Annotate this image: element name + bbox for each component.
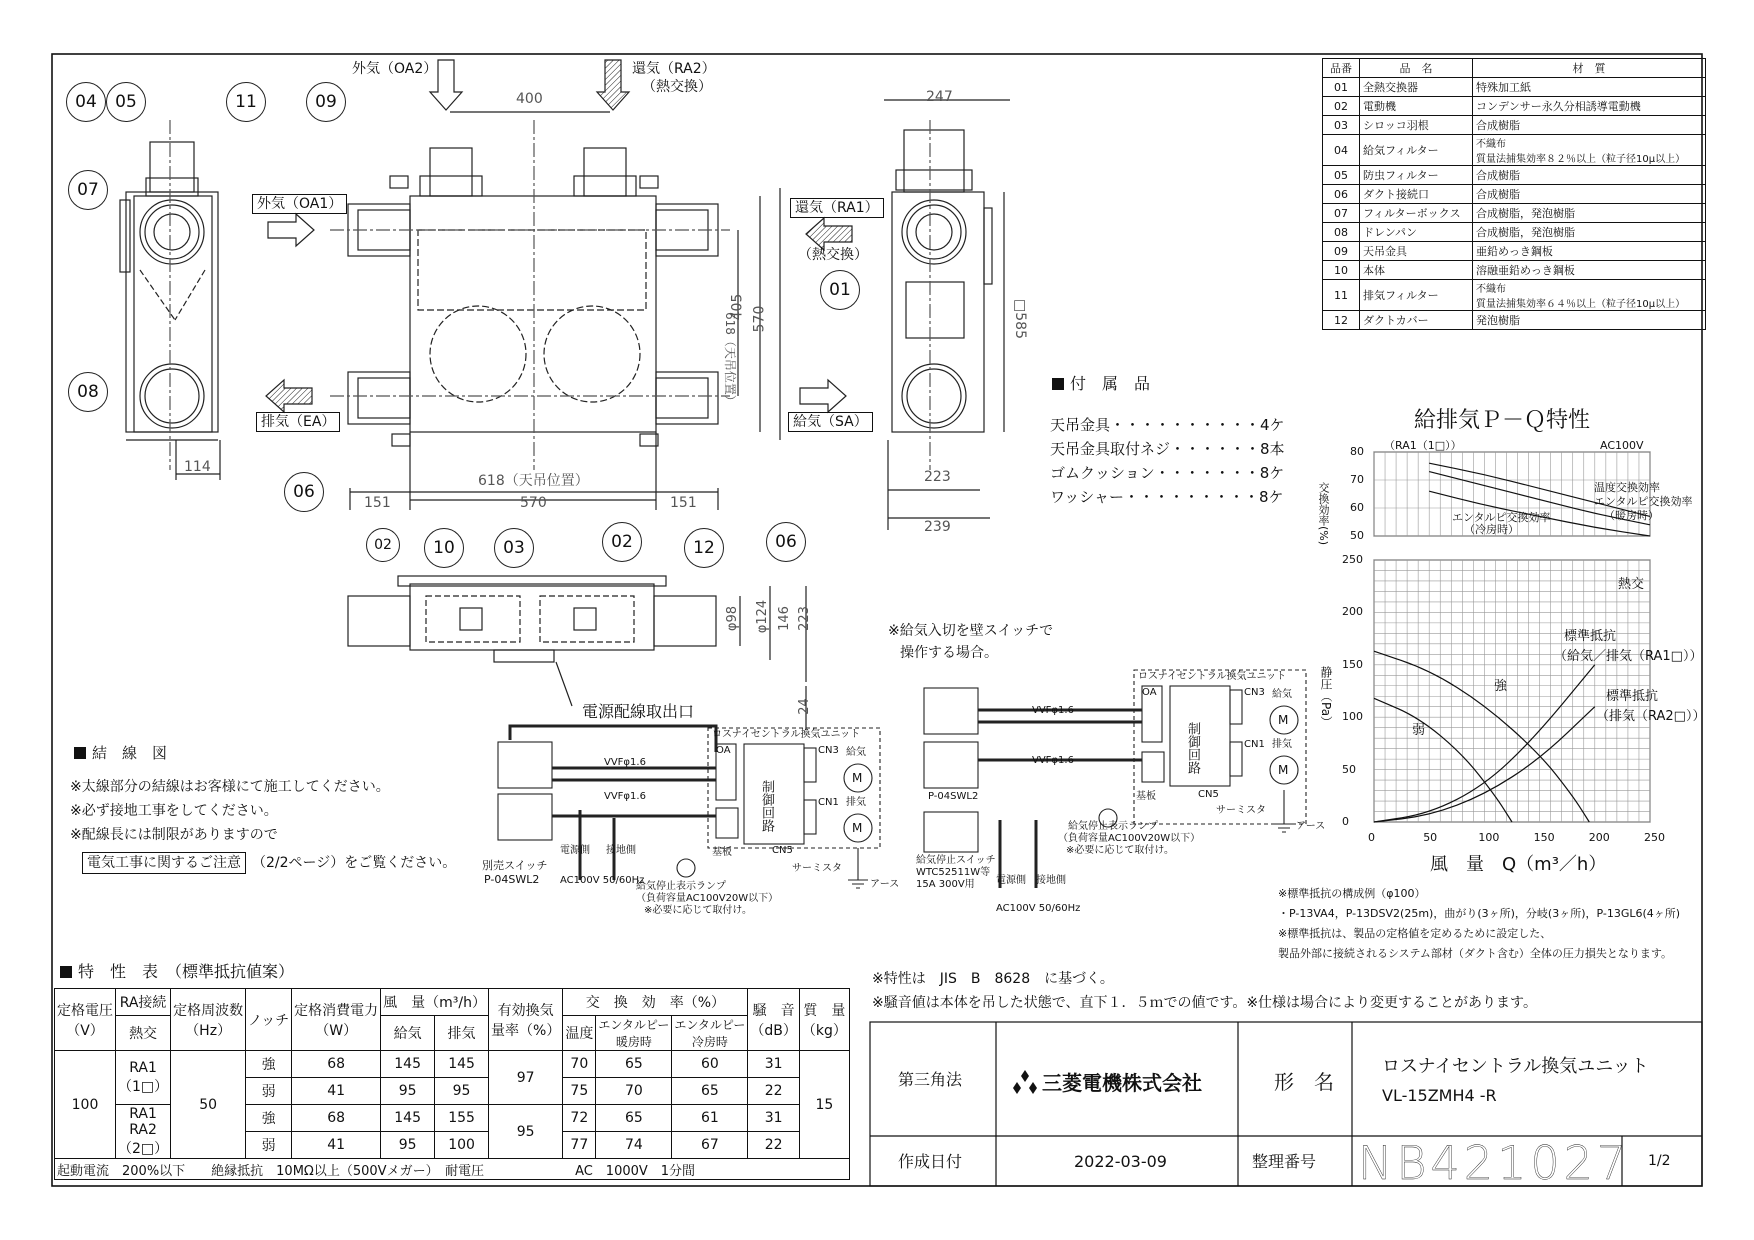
page-number: 1/2 [1648, 1153, 1671, 1169]
airflow-arrows [266, 60, 852, 412]
supply-stop-switch-model: WTC52511W等 [916, 867, 991, 878]
thermistor-1: サーミスタ [792, 863, 842, 874]
part-name: 全熱交換器 [1360, 78, 1473, 97]
dim-24: 24 [796, 698, 812, 715]
h-voltage: 定格電圧 （V） [55, 989, 116, 1051]
motor-sa-1: M [852, 771, 863, 785]
motor-ea-2: M [1278, 763, 1289, 777]
part-material: 合成樹脂 [1473, 116, 1706, 135]
spec-title [60, 964, 294, 980]
parts-row [1323, 223, 1706, 242]
doc-number: NB421027 [1358, 1136, 1631, 1190]
ra1-cell: RA1 （1□） [116, 1051, 171, 1105]
dim-146: 146 [776, 606, 792, 631]
pressure-tick: 0 [1342, 815, 1349, 828]
parts-row [1323, 97, 1706, 116]
part-name: ダクト接続口 [1360, 185, 1473, 204]
earth-2: アース [1296, 821, 1326, 832]
part-material: コンデンサー永久分相誘導電動機 [1473, 97, 1706, 116]
company-name-text: 三菱電機株式会社 [1042, 1071, 1202, 1095]
enth-heat-cell: 74 [596, 1132, 672, 1159]
part-no: 05 [1323, 166, 1360, 185]
part-material: 溶融亜鉛めっき鋼板 [1473, 261, 1706, 280]
date-label: 作成日付 [898, 1152, 963, 1171]
h-exhaust: 排気 [435, 1016, 489, 1051]
notch-cell: 強 [246, 1051, 292, 1078]
terminal-oa-2: OA [1142, 687, 1157, 698]
wiring-link-suffix: （2/2ページ）をご覧ください。 [252, 855, 457, 871]
lamp-label-1: 給気停止表示ランプ [636, 881, 726, 892]
temp-cell: 75 [563, 1078, 596, 1105]
wall-switch-note-1: ※給気入切を壁スイッチで [888, 623, 1054, 639]
label-oa1: 外気（OA1） [252, 194, 347, 214]
parts-row [1323, 280, 1706, 311]
enth-cool-sub: （冷房時） [1464, 523, 1519, 536]
label-sa: 給気（SA） [788, 412, 873, 432]
enth-cool-cell: 61 [672, 1105, 748, 1132]
front-view [330, 112, 780, 510]
part-name: 防虫フィルター [1360, 166, 1473, 185]
eff-rate-cell: 97 [489, 1051, 563, 1105]
eff-tick: 60 [1350, 501, 1364, 514]
part-material: 不織布 質量法捕集効率６４％以上（粒子径10μ以上） [1473, 280, 1706, 311]
part-material: 合成樹脂，発泡樹脂 [1473, 223, 1706, 242]
enth-heat-cell: 65 [596, 1051, 672, 1078]
accessory-item: 天吊金具・・・・・・・・・・4ケ [1050, 416, 1285, 434]
supply-cell: 95 [381, 1078, 435, 1105]
flow-axis-label: 風 量 Q（m³／h） [1430, 854, 1607, 875]
dim-114: 114 [184, 459, 211, 475]
h-eff-rate: 有効換気 量率（%） [489, 989, 563, 1051]
accessories-title-text: 付 属 品 [1070, 374, 1151, 393]
temp-cell: 70 [563, 1051, 596, 1078]
bubble-08: 08 [68, 372, 108, 412]
part-material: 合成樹脂 [1473, 166, 1706, 185]
part-name: 電動機 [1360, 97, 1473, 116]
ground-side-2: 接地側 [1036, 875, 1066, 886]
pressure-tick: 100 [1342, 710, 1363, 724]
board-2: 基板 [1136, 791, 1156, 802]
parts-row [1323, 116, 1706, 135]
accessory-item: ワッシャー・・・・・・・・・8ケ [1050, 488, 1284, 506]
label-ra1: 還気（RA1） [790, 198, 884, 218]
parts-row [1323, 311, 1706, 330]
bubble-02a: 02 [366, 528, 400, 562]
vvf-label-2: VVFφ1.6 [604, 791, 646, 802]
exhaust-cell: 95 [435, 1078, 489, 1105]
wiring-title [74, 746, 167, 761]
cn3-2: CN3 [1244, 687, 1265, 698]
part-no: 09 [1323, 242, 1360, 261]
part-name: フィルターボックス [1360, 204, 1473, 223]
terminal-oa-1: OA [716, 745, 731, 756]
board-1: 基板 [712, 847, 732, 858]
control-circuit-2: 制御回路 [1185, 722, 1200, 774]
h-freq: 定格周波数 （Hz） [171, 989, 246, 1051]
dim-239: 239 [924, 519, 951, 535]
notch-cell: 強 [246, 1105, 292, 1132]
supply-cell: 95 [381, 1132, 435, 1159]
eff-tick: 70 [1350, 473, 1364, 486]
parts-table [1322, 58, 1706, 330]
h-ra: RA接続 [116, 989, 171, 1016]
dim-570h: 570 [520, 495, 547, 511]
part-no: 01 [1323, 78, 1360, 97]
cn1-2: CN1 [1244, 739, 1265, 750]
graph-note-4: 製品外部に接続されるシステム部材（ダクト含む）全体の圧力損失となります。 [1278, 947, 1673, 960]
parts-row [1323, 78, 1706, 97]
notch-cell: 弱 [246, 1132, 292, 1159]
wiring-note-3: ※配線長には制限がありますので [70, 827, 278, 843]
power-cell: 68 [292, 1105, 381, 1132]
enth-heat-cell: 70 [596, 1078, 672, 1105]
dim-223: 223 [924, 469, 951, 485]
part-no: 07 [1323, 204, 1360, 223]
curve-strong-label: 強 [1494, 679, 1508, 694]
pressure-tick: 50 [1342, 762, 1356, 776]
label-oa2: 外気（OA2） [352, 61, 438, 77]
spec-bottom-row: 起動電流 200%以下 絶縁抵抗 10MΩ以上（500Vメガー） 耐電圧 AC 1000V 1分間 [55, 1159, 850, 1180]
dim-405: 405 [729, 293, 746, 321]
h-temp: 温度 [563, 1016, 596, 1051]
h-enth-cool: エンタルピー 冷房時 [672, 1016, 748, 1051]
switch-model-2: P-04SWL2 [928, 791, 979, 802]
temp-cell: 77 [563, 1132, 596, 1159]
part-material: 不織布 質量法捕集効率８２％以上（粒子径10μ以上） [1473, 135, 1706, 166]
bubble-11: 11 [226, 82, 266, 122]
label-ea: 排気（EA） [256, 412, 340, 432]
graph-title: 給排気Ｐ－Ｑ特性 [1414, 408, 1591, 433]
label-ra2-sub: （熱交換） [642, 79, 712, 95]
enth-heat-cell: 65 [596, 1105, 672, 1132]
enth-heat-sub: （暖房時） [1604, 509, 1659, 522]
parts-header-material: 材 質 [1473, 59, 1706, 78]
noise-cell: 22 [748, 1078, 800, 1105]
lamp-note-2: （負荷容量AC100V20W以下） [1058, 833, 1201, 844]
flow-tick: 100 [1478, 831, 1500, 844]
parts-row [1323, 166, 1706, 185]
lamp-note2-1: ※必要に応じて取付け。 [644, 905, 752, 916]
unit-label-1: ロスナイセントラル換気ユニット [712, 729, 861, 740]
flow-tick: 150 [1533, 831, 1555, 844]
model-label: 形 名 [1274, 1070, 1334, 1094]
part-no: 06 [1323, 185, 1360, 204]
power-cell: 68 [292, 1051, 381, 1078]
spec-table [54, 988, 850, 1180]
supply-stop-switch-rating: 15A 300V用 [916, 879, 975, 890]
bubble-02b: 02 [602, 522, 642, 562]
graph-note-1: ※標準抵抗の構成例（φ100） [1278, 887, 1426, 900]
part-no: 08 [1323, 223, 1360, 242]
bubble-06: 06 [284, 472, 324, 512]
label-power-outlet: 電源配線取出口 [582, 702, 695, 721]
footnote-1: ※特性は JIS B 8628 に基づく。 [872, 971, 1114, 987]
motor-sa-2: M [1278, 713, 1289, 727]
bubble-12: 12 [684, 528, 724, 568]
left-side-view [120, 120, 220, 480]
dim-618h: 618（天吊位置） [478, 473, 589, 489]
parts-row [1323, 242, 1706, 261]
exhaust-cell: 155 [435, 1105, 489, 1132]
part-no: 04 [1323, 135, 1360, 166]
h-notch: ノッチ [246, 989, 292, 1051]
dim-400: 400 [516, 91, 543, 107]
flow-tick: 0 [1368, 831, 1375, 844]
exhaust-2: 排気 [1272, 739, 1292, 750]
part-no: 10 [1323, 261, 1360, 280]
dim-151b: 151 [670, 495, 697, 511]
eff-axis-label: 交換効率(%) [1317, 482, 1330, 546]
supply-2: 給気 [1272, 689, 1292, 700]
wiring-title-text: 結 線 図 [92, 744, 168, 762]
parts-row [1323, 261, 1706, 280]
wiring-note-1: ※太線部分の結線はお客様にて施工してください。 [70, 779, 390, 795]
temp-cell: 72 [563, 1105, 596, 1132]
lamp-note2-2: ※必要に応じて取付け。 [1066, 845, 1174, 856]
parts-row [1323, 185, 1706, 204]
h-flow: 風 量（m³/h） [381, 989, 489, 1016]
product-name: ロスナイセントラル換気ユニット [1382, 1056, 1649, 1077]
h-enth-heat: エンタルピー 暖房時 [596, 1016, 672, 1051]
dim-223b: 223 [796, 606, 812, 631]
pressure-axis-label: 静圧（Pa） [1319, 666, 1333, 729]
accessory-item: ゴムクッション・・・・・・・8ケ [1050, 464, 1285, 482]
bottom-view [348, 576, 806, 730]
enth-cool-cell: 65 [672, 1078, 748, 1105]
power-cell: 41 [292, 1078, 381, 1105]
flow-tick: 200 [1588, 831, 1610, 844]
vvf-label-3: VVFφ1.6 [1032, 705, 1074, 716]
dim-618v: 618（天吊位置） [723, 312, 737, 407]
flow-tick: 250 [1644, 831, 1665, 844]
supply-stop-switch: 給気停止スイッチ [916, 855, 996, 866]
part-material: 亜鉛めっき鋼板 [1473, 242, 1706, 261]
power-side-1: 電源側 [560, 845, 590, 856]
part-no: 02 [1323, 97, 1360, 116]
bubble-09: 09 [306, 82, 346, 122]
square-bullet-icon [60, 966, 72, 978]
footnote-2: ※騒音値は本体を吊した状態で、直下１．５ｍでの値です。※仕様は場合により変更することがあります。 [872, 995, 1537, 1011]
lamp-label-2: 給気停止表示ランプ [1068, 821, 1158, 832]
freq-cell: 50 [171, 1051, 246, 1159]
thermistor-2: サーミスタ [1216, 805, 1266, 816]
accessories-title [1052, 376, 1150, 392]
power-source-1: AC100V 50/60Hz [560, 875, 645, 886]
unit-label-2: ロスナイセントラル換気ユニット [1138, 671, 1287, 682]
exhaust-cell: 100 [435, 1132, 489, 1159]
ground-side-1: 接地側 [606, 845, 636, 856]
exhaust-cell: 145 [435, 1051, 489, 1078]
dim-247: 247 [926, 89, 953, 105]
electrical-notice-link[interactable]: 電気工事に関するご注意 [82, 852, 246, 874]
graph-power: AC100V [1600, 439, 1644, 452]
earth-1: アース [870, 879, 900, 890]
cn3-1: CN3 [818, 745, 839, 756]
h-exch: 交 換 効 率（%） [563, 989, 748, 1016]
parts-header-no: 品番 [1323, 59, 1360, 78]
right-side-view [884, 100, 1010, 530]
doc-number-label: 整理番号 [1252, 1152, 1317, 1171]
h-ra-sub: 熱交 [116, 1016, 171, 1051]
bubble-03: 03 [494, 528, 534, 568]
enth-heat-label: エンタルピ交換効率 [1594, 495, 1693, 508]
part-material: 発泡樹脂 [1473, 311, 1706, 330]
mitsubishi-logo-icon [1012, 1070, 1038, 1097]
accessory-item: 天吊金具取付ネジ・・・・・・8本 [1050, 440, 1285, 458]
supply-cell: 145 [381, 1051, 435, 1078]
dim-570v: 570 [751, 305, 768, 333]
cn5-2: CN5 [1198, 789, 1219, 800]
std-res2-label: 標準抵抗 [1606, 689, 1659, 704]
exhaust-1: 排気 [846, 797, 866, 808]
motor-ea-1: M [852, 821, 863, 835]
part-material: 合成樹脂 [1473, 185, 1706, 204]
vvf-label-4: VVFφ1.6 [1032, 755, 1074, 766]
cn5-1: CN5 [772, 845, 793, 856]
h-noise: 騒 音 （dB） [748, 989, 800, 1051]
part-name: 給気フィルター [1360, 135, 1473, 166]
part-material: 特殊加工紙 [1473, 78, 1706, 97]
noise-cell: 31 [748, 1051, 800, 1078]
graph-ra-label: （RA1（1□）） [1384, 439, 1462, 452]
power-side-2: 電源側 [996, 875, 1026, 886]
bubble-10: 10 [424, 528, 464, 568]
temp-eff-label: 温度交換効率 [1594, 481, 1660, 494]
pq-curve [1374, 651, 1589, 822]
h-supply: 給気 [381, 1016, 435, 1051]
parts-table-body [1323, 78, 1706, 330]
pressure-tick: 250 [1342, 553, 1363, 566]
pressure-tick: 150 [1342, 657, 1363, 671]
graph-note-3: ※標準抵抗は、製品の定格値を定めるために設定した、 [1278, 927, 1552, 940]
enth-cool-cell: 67 [672, 1132, 748, 1159]
bubble-04: 04 [66, 82, 106, 122]
dim-124: φ124 [755, 599, 771, 634]
supply-1: 給気 [846, 747, 866, 758]
dim-98: φ98 [725, 605, 741, 632]
square-bullet-icon [74, 747, 86, 759]
curve-weak-label: 弱 [1412, 723, 1426, 738]
ra2-cell: RA1 RA2 （2□） [116, 1105, 171, 1159]
eff-tick: 80 [1350, 445, 1364, 458]
part-no: 03 [1323, 116, 1360, 135]
notch-cell: 弱 [246, 1078, 292, 1105]
bubble-06b: 06 [766, 522, 806, 562]
switch-label: 別売スイッチ [482, 859, 548, 872]
power-source-2: AC100V 50/60Hz [996, 903, 1081, 914]
enth-cool-label: エンタルピ交換効率 [1452, 511, 1551, 524]
projection-method: 第三角法 [898, 1070, 963, 1089]
model-number: VL-15ZMH4 -R [1382, 1086, 1497, 1105]
bubble-01: 01 [820, 270, 860, 310]
power-cell: 41 [292, 1132, 381, 1159]
creation-date: 2022-03-09 [1074, 1152, 1167, 1171]
parts-row [1323, 135, 1706, 166]
std-res1-sub: （給気／排気（RA1□）） [1554, 649, 1703, 664]
part-name: 排気フィルター [1360, 280, 1473, 311]
bubble-05: 05 [106, 82, 146, 122]
part-name: 天吊金具 [1360, 242, 1473, 261]
std-res2-sub: （排気（RA2□）） [1596, 709, 1706, 724]
cn1-1: CN1 [818, 797, 839, 808]
std-res1-label: 標準抵抗 [1564, 629, 1617, 644]
vvf-label-1: VVFφ1.6 [604, 757, 646, 768]
h-mass: 質 量 （kg） [799, 989, 849, 1051]
eff-tick: 50 [1350, 529, 1364, 542]
flow-tick: 50 [1423, 831, 1438, 844]
switch-model: P-04SWL2 [484, 873, 540, 886]
voltage-cell: 100 [55, 1051, 116, 1159]
supply-cell: 145 [381, 1105, 435, 1132]
mass-cell: 15 [799, 1051, 849, 1159]
label-ra2: 還気（RA2） [632, 61, 716, 77]
noise-cell: 31 [748, 1105, 800, 1132]
part-no: 11 [1323, 280, 1360, 311]
part-name: ダクトカバー [1360, 311, 1473, 330]
lamp-note-1: （負荷容量AC100V20W以下） [636, 893, 779, 904]
square-bullet-icon [1052, 378, 1064, 390]
part-name: シロッコ羽根 [1360, 116, 1473, 135]
spec-title-text: 特 性 表 （標準抵抗値案） [78, 962, 295, 981]
enth-cool-cell: 60 [672, 1051, 748, 1078]
parts-row [1323, 204, 1706, 223]
part-name: 本体 [1360, 261, 1473, 280]
wiring-note-2: ※必ず接地工事をしてください。 [70, 803, 278, 819]
h-power: 定格消費電力 （W） [292, 989, 381, 1051]
graph-note-2: ・P-13VA4，P-13DSV2(25m)，曲がり(3ヶ所)，分岐(3ヶ所)，P-13GL6(4ヶ所) [1278, 907, 1681, 920]
part-no: 12 [1323, 311, 1360, 330]
noise-cell: 22 [748, 1132, 800, 1159]
label-ra1-sub: （熱交換） [798, 247, 868, 263]
pq-curve [1374, 698, 1512, 822]
company-name [1012, 1070, 1202, 1097]
dim-151a: 151 [364, 495, 391, 511]
heat-ex-label: 熱交 [1618, 577, 1645, 592]
dim-585: □585 [1011, 299, 1028, 339]
control-circuit-1: 制御回路 [759, 780, 774, 832]
bubble-07: 07 [68, 170, 108, 210]
wall-switch-note-2: 操作する場合。 [900, 645, 998, 661]
part-material: 合成樹脂，発泡樹脂 [1473, 204, 1706, 223]
pressure-tick: 200 [1342, 605, 1363, 619]
part-name: ドレンパン [1360, 223, 1473, 242]
parts-header-name: 品 名 [1360, 59, 1473, 78]
eff-rate-cell: 95 [489, 1105, 563, 1159]
